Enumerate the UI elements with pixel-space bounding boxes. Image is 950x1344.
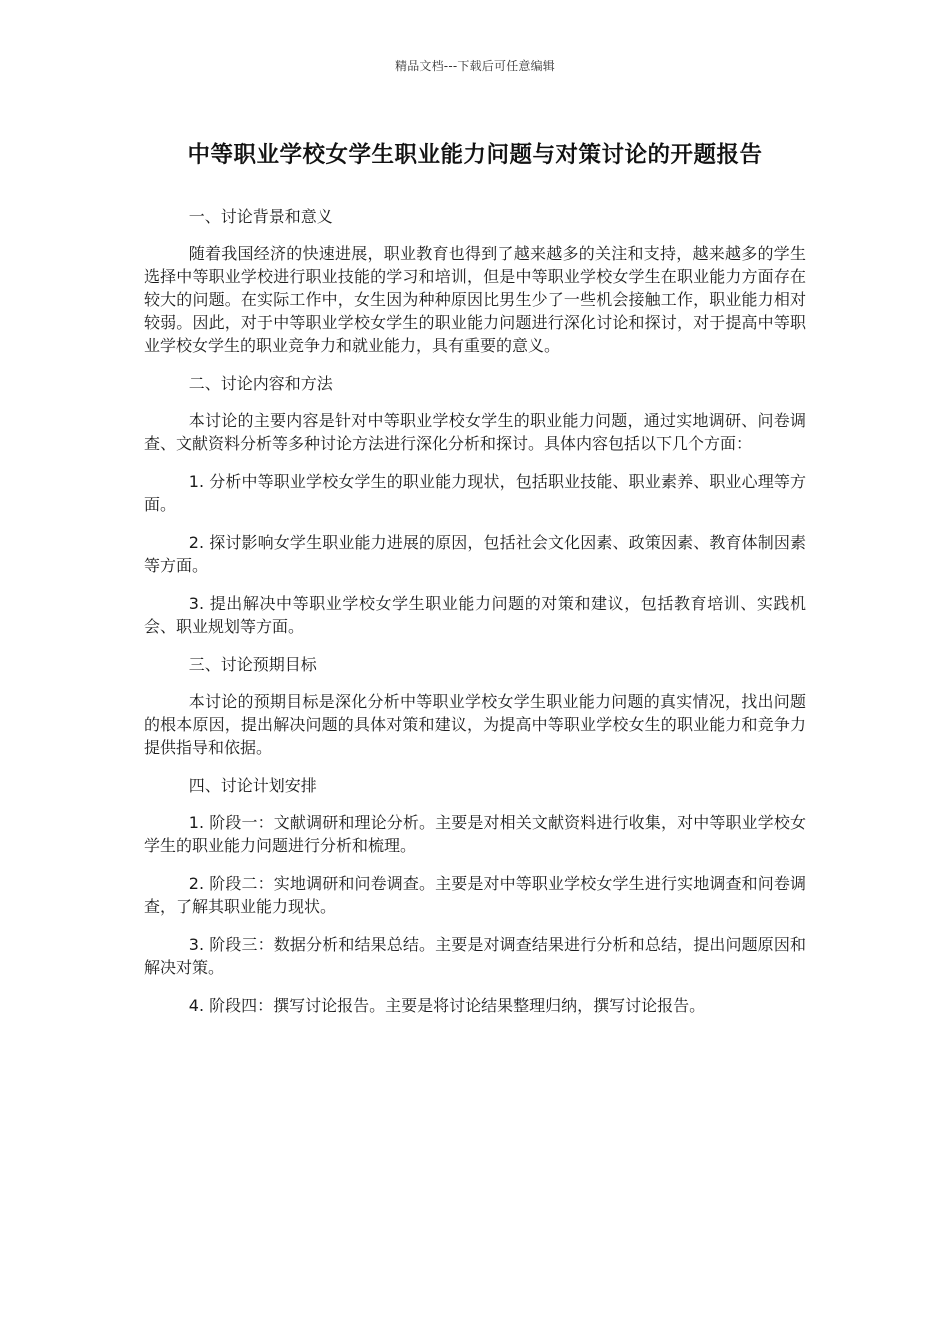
- paragraph-goals: 本讨论的预期目标是深化分析中等职业学校女学生职业能力问题的真实情况，找出问题的根本原因，提出解决问题的具体对策和建议，为提高中等职业学校女生的职业能力和竞争力提供指导和依据。: [144, 692, 806, 757]
- list-item-plan-1: 1. 阶段一：文献调研和理论分析。主要是对相关文献资料进行收集，对中等职业学校女学生的职业能力问题进行分析和梳理。: [144, 813, 806, 855]
- document-title: 中等职业学校女学生职业能力问题与对策讨论的开题报告: [187, 142, 763, 168]
- section-heading-plan: 四、讨论计划安排: [188, 776, 317, 795]
- paragraph-background: 随着我国经济的快速进展，职业教育也得到了越来越多的关注和支持，越来越多的学生选择中等职业学校进行职业技能的学习和培训，但是中等职业学校女学生在职业能力方面存在较大的问题。在实际工作中，女生因为种种原因比男生少了一些机会接触工作，职业能力相对较弱。因此，对于中等职业学校女学生的职业能力问题进行深化讨论和探讨，对于提高中等职业学校女学生的职业竞争力和就业能力，具有重要的意义。: [144, 244, 806, 355]
- header-note: 精品文档---下载后可任意编辑: [395, 59, 555, 73]
- list-item-content-3: 3. 提出解决中等职业学校女学生职业能力问题的对策和建议，包括教育培训、实践机会、职业规划等方面。: [144, 594, 806, 636]
- section-heading-background: 一、讨论背景和意义: [188, 207, 333, 226]
- section-heading-content-method: 二、讨论内容和方法: [188, 374, 333, 393]
- paragraph-content-method: 本讨论的主要内容是针对中等职业学校女学生的职业能力问题，通过实地调研、问卷调查、文献资料分析等多种讨论方法进行深化分析和探讨。具体内容包括以下几个方面：: [144, 411, 806, 453]
- list-item-plan-3: 3. 阶段三：数据分析和结果总结。主要是对调查结果进行分析和总结，提出问题原因和解决对策。: [144, 935, 806, 977]
- list-item-content-2: 2. 探讨影响女学生职业能力进展的原因，包括社会文化因素、政策因素、教育体制因素等方面。: [144, 533, 806, 575]
- list-item-content-1: 1. 分析中等职业学校女学生的职业能力现状，包括职业技能、职业素养、职业心理等方面。: [144, 472, 806, 514]
- list-item-plan-4: 4. 阶段四：撰写讨论报告。主要是将讨论结果整理归纳，撰写讨论报告。: [188, 996, 706, 1015]
- section-heading-goals: 三、讨论预期目标: [188, 655, 317, 674]
- list-item-plan-2: 2. 阶段二：实地调研和问卷调查。主要是对中等职业学校女学生进行实地调查和问卷调查，了解其职业能力现状。: [144, 874, 806, 916]
- document-body: [144, 205, 806, 1032]
